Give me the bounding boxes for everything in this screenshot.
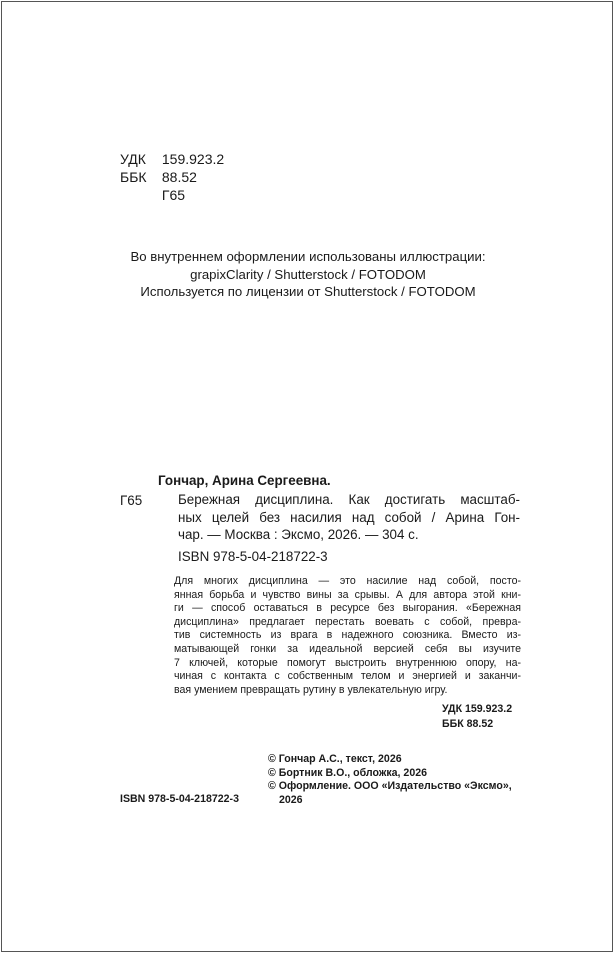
catalog-line: Бережная дисциплина. Как достигать масштаб-: [178, 492, 520, 507]
udk-value: 159.923.2: [161, 151, 225, 167]
annotation: [174, 575, 521, 697]
illustrations-line: Во внутреннем оформлении использованы иллюстрации:: [130, 249, 486, 264]
illustrations-line: grapixClarity / Shutterstock / FOTODOM: [190, 266, 426, 282]
annotation-line: дисциплина» предлагает перестать воевать с собой, превра-: [174, 615, 521, 628]
catalog-author-mark: Г65: [120, 493, 143, 508]
annotation-line: вая умением превращать рутину в увлекательную игру.: [174, 683, 448, 696]
annotation-line: тив системность из врага в надежного союзника. Вместо из-: [174, 629, 521, 642]
catalog-line: ных целей без насилия над собой / Арина Гон-: [178, 509, 520, 525]
udk-row: [120, 150, 224, 168]
catalog-line: чар. — Москва : Эксмо, 2026. — 304 с.: [178, 527, 419, 543]
bbk-bottom: ББК 88.52: [442, 718, 494, 730]
isbn-bottom: ISBN 978-5-04-218722-3: [120, 793, 239, 805]
udk-bottom: УДК 159.923.2: [442, 703, 513, 715]
bbk-label: ББК: [120, 169, 147, 185]
classification-block: [120, 150, 224, 204]
annotation-line: матывающей гонки за идеальной версией себя вы изучите: [174, 642, 521, 655]
annotation-line: 7 ключей, которые помогут выстроить внутреннюю опору, на-: [174, 656, 521, 669]
author-mark: Г65: [161, 187, 186, 203]
catalog-author: Гончар, Арина Сергеевна.: [158, 473, 331, 488]
author-mark-row: [120, 186, 224, 204]
bbk-value: 88.52: [161, 169, 197, 185]
illustrations-note: [0, 248, 616, 301]
catalog-isbn: ISBN 978-5-04-218722-3: [178, 549, 328, 564]
catalog-description: [178, 491, 520, 544]
copyright-block: [268, 753, 512, 807]
copyright-line: © Гончар А.С., текст, 2026: [268, 753, 402, 765]
copyright-line: © Бортник В.О., обложка, 2026: [268, 766, 428, 779]
copyright-line: 2026: [279, 793, 303, 806]
annotation-line: Для многих дисциплина — это насилие над собой, посто-: [174, 575, 521, 587]
copyright-line: © Оформление. ООО «Издательство «Эксмо»,: [268, 780, 512, 793]
annotation-line: чиная с контакта с собственным телом и энергией и заканчи-: [174, 670, 521, 683]
udk-label: УДК: [120, 151, 146, 167]
bbk-row: [120, 168, 224, 186]
annotation-line: ги — способ оставаться в ресурсе без выгорания. «Бережная: [174, 602, 521, 615]
annotation-line: янная борьба и чувство вины за срывы. А для автора этой кни-: [174, 588, 521, 601]
illustrations-line: Используется по лицензии от Shutterstock / FOTODOM: [140, 284, 476, 299]
